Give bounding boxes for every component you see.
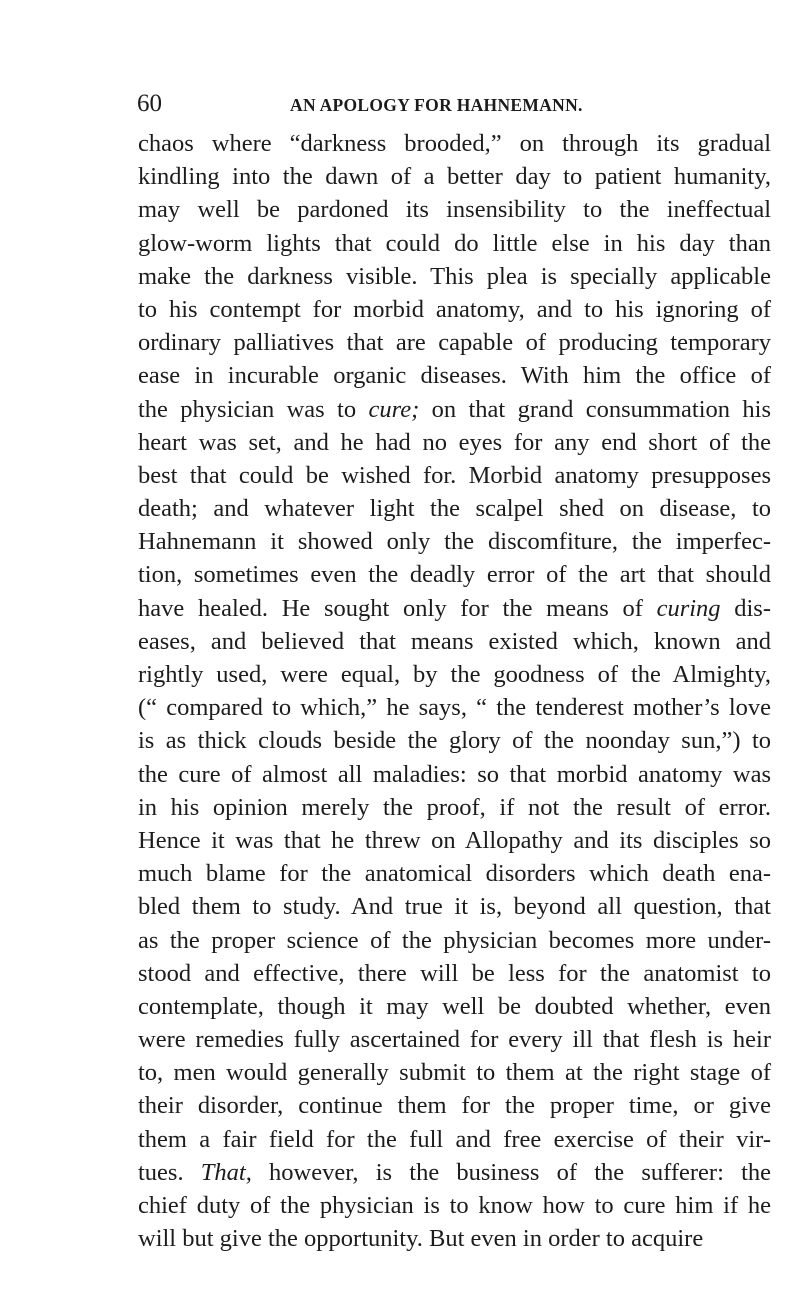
page-number: 60 — [137, 90, 162, 117]
text-line — [138, 824, 771, 857]
text-line — [138, 127, 771, 160]
text-segment: contemplate, though it may well be doubted whether, even — [138, 992, 771, 1020]
text-segment: eases, and believed that means existed which, known and — [138, 627, 771, 655]
text-line — [138, 990, 771, 1023]
text-segment: to his contempt for morbid anatomy, and to his ignoring of — [138, 295, 771, 323]
text-line — [138, 691, 771, 724]
text-segment: Hence it was that he threw on Allopathy and its disciples so — [138, 826, 771, 854]
italic-segment: That, — [200, 1158, 252, 1186]
text-line — [138, 1089, 771, 1122]
text-line — [138, 558, 771, 591]
text-segment: their disorder, continue them for the proper time, or give — [138, 1092, 771, 1120]
text-segment: make the darkness visible. This plea is specially applicable — [138, 262, 771, 290]
text-segment: glow-worm lights that could do little else in his day than — [138, 229, 771, 257]
text-segment: stood and effective, there will be less for the anatomist to — [138, 959, 771, 987]
text-line — [138, 1189, 771, 1222]
text-line — [138, 1056, 771, 1089]
text-segment: them a fair field for the full and free exercise of their vir- — [138, 1125, 771, 1153]
text-line — [138, 758, 771, 791]
text-segment: chief duty of the physician is to know how to cure him if he — [138, 1192, 771, 1219]
text-line — [138, 592, 771, 625]
text-segment: have healed. He sought only for the means of — [138, 594, 657, 622]
italic-segment: curing — [656, 594, 721, 622]
text-segment: death; and whatever light the scalpel shed on disease, to — [138, 495, 771, 523]
text-line — [138, 227, 771, 260]
text-segment: were remedies fully ascertained for every ill that flesh is heir — [138, 1026, 771, 1054]
text-segment: the physician was to — [138, 395, 369, 423]
text-segment: tion, sometimes even the deadly error of the art that should — [138, 561, 771, 589]
text-line — [138, 492, 771, 525]
text-segment: kindling into the dawn of a better day to patient humanity, — [138, 163, 771, 191]
text-segment: ease in incurable organic diseases. With him the office of — [138, 362, 771, 390]
text-segment: bled them to study. And true it is, beyond all question, that — [138, 893, 771, 921]
text-segment: tues. — [138, 1158, 201, 1186]
text-line — [138, 359, 771, 392]
running-head — [137, 90, 777, 118]
text-line — [138, 724, 771, 757]
text-segment: the cure of almost all maladies: so that morbid anatomy was — [138, 760, 771, 788]
italic-segment: cure; — [368, 395, 420, 423]
text-segment: may well be pardoned its insensibility to the ineffectual — [138, 196, 771, 224]
text-segment: in his opinion merely the proof, if not the result of error. — [138, 793, 771, 821]
text-segment: ordinary palliatives that are capable of producing temporary — [138, 329, 771, 357]
text-line — [138, 525, 771, 558]
text-line — [138, 393, 771, 426]
text-line — [138, 625, 771, 658]
text-line — [138, 193, 771, 226]
text-line — [138, 326, 771, 359]
text-segment: on that grand consummation his — [419, 395, 771, 423]
running-title: AN APOLOGY FOR HAHNEMANN. — [290, 95, 583, 115]
text-line — [138, 160, 771, 193]
body-text — [138, 127, 798, 1255]
text-line — [138, 293, 771, 326]
text-segment: dis- — [720, 594, 771, 622]
text-line — [138, 658, 771, 691]
text-line — [138, 1222, 771, 1255]
text-line — [138, 1123, 771, 1156]
text-segment: best that could be wished for. Morbid anatomy presupposes — [138, 461, 771, 489]
text-segment: (“ compared to which,” he says, “ the tenderest mother’s love — [138, 694, 771, 722]
text-line — [138, 890, 771, 923]
text-line — [138, 924, 771, 957]
text-line — [138, 426, 771, 459]
text-segment: rightly used, were equal, by the goodness of the Almighty, — [138, 661, 771, 688]
text-line — [138, 1156, 771, 1189]
text-line — [138, 791, 771, 824]
text-segment: will but give the opportunity. But even in order to acquire — [138, 1225, 704, 1253]
text-segment: is as thick clouds beside the glory of the noonday sun,”) to — [138, 727, 771, 755]
text-line — [138, 1023, 771, 1056]
text-segment: chaos where “darkness brooded,” on through its gradual — [138, 130, 771, 157]
text-line — [138, 957, 771, 990]
text-segment: heart was set, and he had no eyes for any end short of the — [138, 428, 771, 456]
text-segment: much blame for the anatomical disorders which death ena- — [138, 860, 771, 888]
text-line — [138, 857, 771, 890]
text-segment: to, men would generally submit to them at the right stage of — [138, 1059, 771, 1087]
text-line — [138, 260, 771, 293]
text-segment: as the proper science of the physician becomes more under- — [138, 926, 771, 954]
text-line — [138, 459, 771, 492]
text-segment: Hahnemann it showed only the discomfiture, the imperfec- — [138, 528, 771, 556]
text-segment: however, is the business of the sufferer: the — [251, 1158, 772, 1186]
